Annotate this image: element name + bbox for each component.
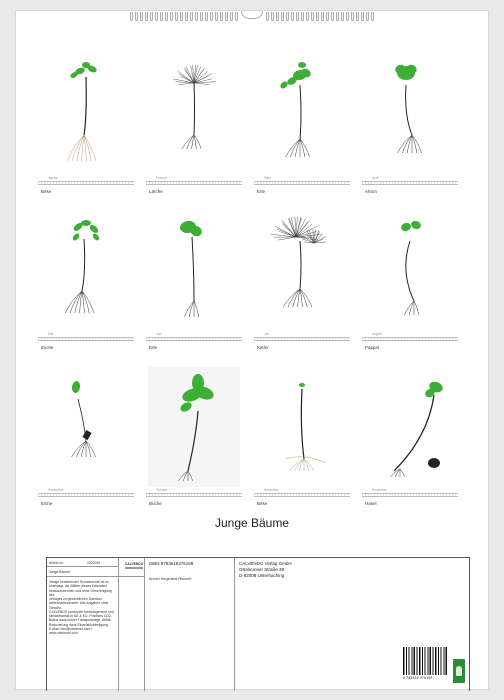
logo-bar [125,567,143,569]
legal-line: herauszutrennen und ohne Genehmigung des [49,588,112,597]
fsc-tree-icon [453,659,465,683]
seedling-photo-erle1 [256,55,348,175]
month-label: Juni [156,332,162,336]
month-cell-eiche [38,367,134,513]
article-year: 2002025 [87,561,101,565]
date-strip [146,181,242,185]
date-strip [254,181,350,185]
calvendo-logo: CALVENDO [125,562,144,566]
barcode-number: 9 783516 376159 [403,676,433,680]
date-strip [146,493,242,497]
info-column-logo [119,558,145,691]
calendar-title: Junge Bäume [214,516,290,530]
month-cell-laerche [146,55,242,201]
barcode [403,647,447,685]
month-cell-erle1 [254,55,350,201]
isbn: ISBN 9783516376159 [149,561,194,566]
seedling-photo-pappel [364,211,456,331]
month-cell-buche [146,367,242,513]
publisher-address [239,561,292,579]
tree-name: Buche [149,501,162,506]
publisher-line: D-82008 Unterhaching [239,572,285,578]
month-label: Mai [48,332,54,336]
tree-name: Birke [41,189,52,194]
calendar-page [15,10,489,690]
seedling-photo-eiche [40,367,132,487]
month-label: Dezember [372,488,387,492]
legal-line: untersagt, die Blätter dieses Kalenders [49,584,108,589]
legal-text [49,580,117,635]
month-cell-hasel [362,367,458,513]
month-label: September [48,488,64,492]
legal-line: Gewähr. [49,605,62,610]
legal-line: Reduzierung dank Einzelstückfertigung. [49,622,109,627]
date-strip [254,493,350,497]
date-strip [38,493,134,497]
tree-name: Birke [257,501,268,506]
month-cell-ahorn [362,55,458,201]
date-strip [362,337,458,341]
legal-line: CALVENDO produziert bedarfsgerecht und [49,609,114,614]
date-strip [362,181,458,185]
seedling-photo-laerche [148,55,240,175]
author-name: Anneli Hegerfeld-Reckert [149,577,192,581]
article-label: Artikel-Nr. [49,561,64,565]
tree-name: Kiefer [257,345,269,350]
legal-line: weiterzuverwenden. Alle Angaben ohne [49,601,109,606]
legal-line: E-Mail: info@calvendo.com • [49,626,93,631]
legal-line: Infolge bestehender Schutzrechte ist es [49,580,109,584]
date-strip [254,337,350,341]
month-cell-pappel [362,211,458,357]
spiral-binding [16,11,488,25]
info-block [46,557,470,691]
month-label: Januar [48,176,58,180]
tree-name: Pappel [365,345,380,350]
month-label: Februar [156,176,168,180]
tree-name: Esche [41,345,54,350]
month-label: April [372,176,379,180]
month-cell-erle2 [146,211,242,357]
legal-line: Bilanz dank kurzer Transportwege, Abfall- [49,618,112,623]
month-label: November [264,488,279,492]
seedling-photo-kiefer [256,211,348,331]
seedling-photo-buche [148,367,240,487]
tree-name: Eiche [41,501,53,506]
tree-name: Erle [149,345,158,350]
date-strip [38,337,134,341]
date-strip [146,337,242,341]
month-label: August [372,332,382,336]
legal-line: Verlages zu gewerblichen Zwecken [49,597,103,601]
month-grid [38,55,458,513]
tree-name: Erle [257,189,266,194]
month-label: Oktober [156,488,168,492]
seedling-photo-hasel [364,367,456,487]
publisher-line: CALVENDO Verlag GmbH [239,561,292,566]
month-cell-esche [38,211,134,357]
date-strip [362,493,458,497]
month-cell-birke [38,55,134,201]
publisher-line: Ottobrunner Straße 39 [239,566,285,572]
seedling-photo-birke [40,55,132,175]
month-cell-kiefer [254,211,350,357]
seedling-photo-birke2 [256,367,348,487]
tree-name: Hasel [365,501,377,506]
tree-name: Ahorn [365,189,378,194]
month-cell-birke2 [254,367,350,513]
tree-name: Lärche [149,189,163,194]
month-label: Juli [264,332,269,336]
seedling-photo-esche [40,211,132,331]
date-strip [38,181,134,185]
legal-line: klimabewusst in DE & EU. Positives CO2- [49,614,112,618]
hanger-hook [241,11,263,19]
barcode-bars [403,647,447,675]
seedling-photo-ahorn [364,55,456,175]
product-title: Junge Bäume [49,570,70,574]
legal-line: www.calvendo.com [49,631,79,635]
month-label: März [264,176,272,180]
seedling-photo-erle2 [148,211,240,331]
